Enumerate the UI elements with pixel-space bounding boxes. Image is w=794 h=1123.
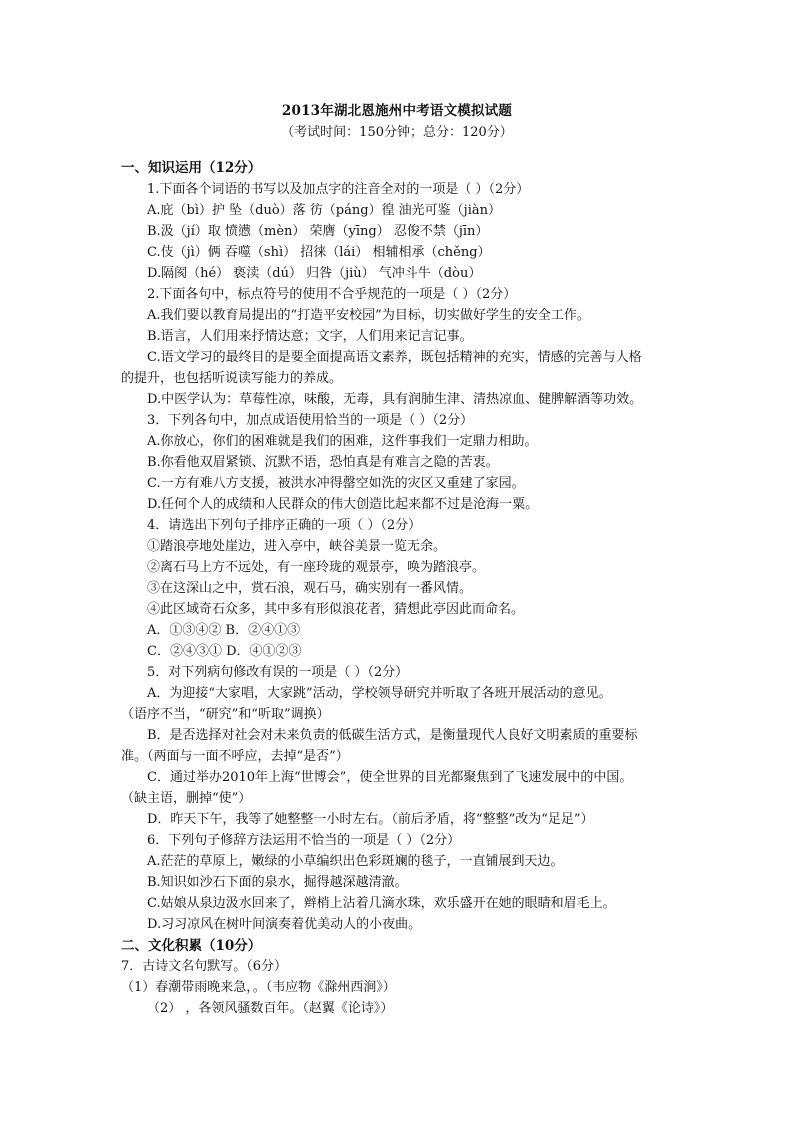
q4-options-ab: A．①③④② B．②④①③ [147,623,301,638]
q5-option-b-line1: B．是否选择对社会对未来负责的低碳生活方式，是衡量现代人良好文明素质的重要标 [147,728,638,743]
q4-sentence-2: ②离石马上方不远处，有一座玲珑的观景亭，唤为踏浪亭。 [147,560,486,575]
q5-option-a-line2: （语序不当，“研究”和“听取”调换） [121,707,330,722]
section-2-heading: 二、文化积累（10分） [121,938,262,954]
exam-time-info: （考试时间：150分钟；总分：120分） [281,125,513,140]
q2-option-d: D.中医学认为：草莓性凉，味酸，无毒，具有润肺生津、清热凉血、健脾解酒等功效。 [147,392,643,407]
q1-option-b: B.汲（jí）取 愤懑（mèn） 荣膺（yīng） 忍俊不禁（jīn） [147,224,489,239]
q4-sentence-1: ①踏浪亭地处崖边，进入亭中，峡谷美景一览无余。 [147,539,447,554]
q5-option-c-line2: （缺主语，删掉“使”） [121,791,252,806]
q2-option-a: A.我们要以教育局提出的“打造平安校园”为目标，切实做好学生的安全工作。 [147,308,590,323]
q7-part-1: （1）春潮带雨晚来急，。（韦应物《滁州西涧》） [121,980,396,995]
q4-options-cd: C．②④③① D．④①②③ [147,644,302,659]
q5-stem: 5．对下列病句修改有误的一项是（ ）（2分） [147,665,409,680]
q1-option-d: D.隔阂（hé） 亵渎（dú） 归咎（jiù） 气冲斗牛（dòu） [147,266,482,281]
q5-option-b-line2: 准。（两面与一面不呼应，去掉“是否”） [121,749,349,764]
q2-stem: 2.下面各句中，标点符号的使用不合乎规范的一项是（ ）（2分） [147,287,517,302]
q5-option-c-line1: C．通过举办2010年上海“世博会”，使全世界的目光都聚焦到了飞速发展中的中国。 [147,770,633,785]
q4-sentence-4: ④此区域奇石众多，其中多有形似浪花者，猜想此亭因此而命名。 [147,602,525,617]
q6-option-a: A.茫茫的草原上，嫩绿的小草编织出色彩斑斓的毯子，一直铺展到天边。 [147,854,564,869]
q1-option-a: A.庇（bì）护 坠（duò）落 彷（páng）徨 油光可鉴（jiàn） [147,203,501,218]
q6-stem: 6．下列句子修辞方法运用不恰当的一项是（ ）（2分） [147,833,461,848]
q6-option-b: B.知识如沙石下面的泉水，掘得越深越清澈。 [147,875,408,890]
section-1-heading: 一、知识运用（12分） [121,160,262,176]
q3-option-a: A.你放心，你们的困难就是我们的困难，这件事我们一定鼎力相助。 [147,434,538,449]
q3-option-b: B.你看他双眉紧锁、沉默不语，恐怕真是有难言之隐的苦衷。 [147,455,499,470]
q5-option-d: D．昨天下午，我等了她整整一小时左右。（前后矛盾，将“整整”改为“足足”） [147,812,594,827]
q2-option-b: B.语言，人们用来抒情达意；文字，人们用来记言记事。 [147,329,473,344]
q4-stem: 4．请选出下列句子排序正确的一项（ ）（2分） [147,518,422,533]
q3-stem: 3．下列各句中，加点成语使用恰当的一项是（ ）（2分） [147,413,474,428]
q2-option-c-line1: C.语文学习的最终目的是要全面提高语文素养，既包括精神的充实，情感的完善与人格 [147,350,642,365]
q6-option-c: C.姑娘从泉边汲水回来了，辫梢上沾着几滴水珠，欢乐盛开在她的眼睛和眉毛上。 [147,896,616,911]
q4-sentence-3: ③在这深山之中，赏石浪，观石马，确实别有一番风情。 [147,581,473,596]
q1-option-c: C.伎（jì）俩 吞噬（shì） 招徕（lái） 相辅相承（chěng） [147,245,491,260]
q2-option-c-line2: 的提升，也包括听说读写能力的养成。 [121,371,343,386]
q7-stem: 7．古诗文名句默写。（6分） [121,959,288,974]
q1-stem: 1.下面各个词语的书写以及加点字的注音全对的一项是（ ）（2分） [147,182,530,197]
q3-option-d: D.任何个人的成绩和人民群众的伟大创造比起来都不过是沧海一粟。 [147,497,539,512]
q3-option-c: C.一方有难八方支援，被洪水冲得罄空如洗的灾区又重建了家园。 [147,476,525,491]
q7-part-2: （2） ，各领风骚数百年。（赵翼《论诗》） [147,1001,394,1016]
q6-option-d: D.习习凉风在树叶间演奏着优美动人的小夜曲。 [147,917,422,932]
exam-title: 2013年湖北恩施州中考语文模拟试题 [281,103,513,119]
q5-option-a-line1: A．为迎接“大家唱，大家跳”活动，学校领导研究并听取了各班开展活动的意见。 [147,686,612,701]
